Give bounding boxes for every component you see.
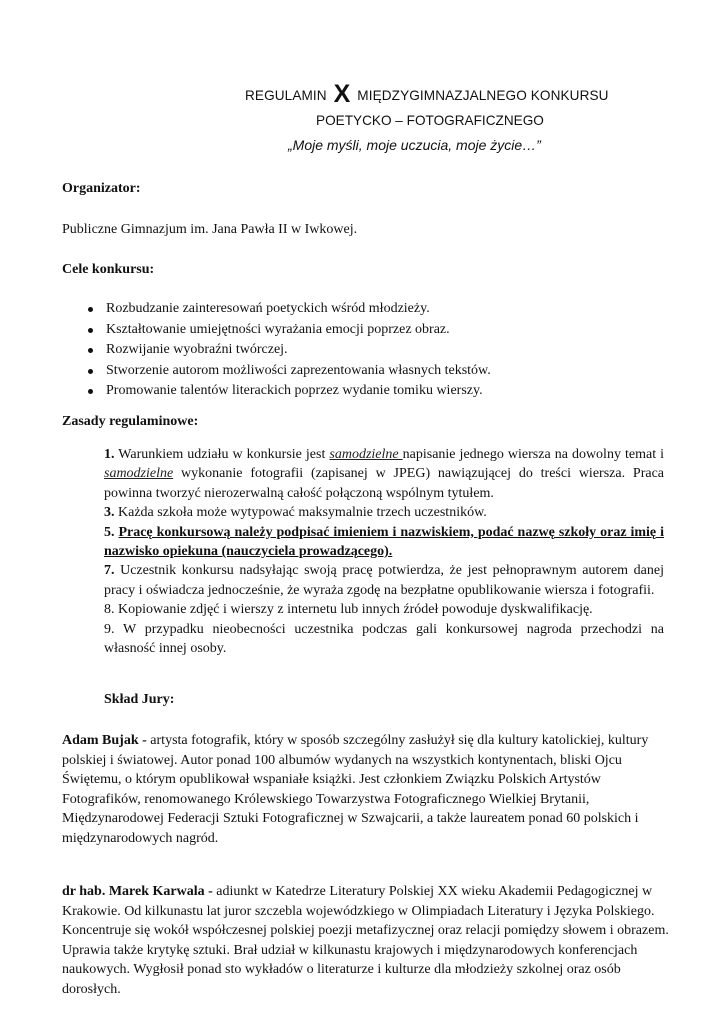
jury-member-bio: adiunkt w Katedrze Literatury Polskiej XX wieku Akademii Pedagogicznej w Krakowie. Od kilkunastu lat juror szczebla wojewódzkiego w Olimpiadach Literatury i Języka Polskiego. Koncentruje się wokół współczesnej polskiej poezji metafizycznej oraz relacji pomiędzy słowem i obrazem. Uprawia także krytykę sztuki. Brał udział w kilkunastu krajowych i międzynarodowych konferencjach naukowych. Wygłosił ponad sto wykładów o literaturze i kulturze dla młodzieży szkolnej oraz osób dorosłych. — [62, 884, 669, 997]
list-item-text: Kształtowanie umiejętności wyrażania emocji poprzez obraz. — [106, 321, 450, 337]
rule-3 — [104, 503, 664, 522]
rule-9: 9. W przypadku nieobecności uczestnika podczas gali konkursowej nagroda przechodzi na własność innej osoby. — [104, 621, 664, 657]
list-item — [86, 361, 491, 382]
list-item-text: Stworzenie autorom możliwości zaprezentowania własnych tekstów. — [106, 362, 491, 378]
organizer-text: Publiczne Gimnazjum im. Jana Pawła II w Iwkowej. — [62, 222, 358, 237]
goals-heading: Cele konkursu: — [62, 262, 155, 277]
jury-member-name: Adam Bujak - — [62, 733, 147, 748]
rule-8: 8. Kopiowanie zdjęć i wierszy z internetu lub innych źródeł powoduje dyskwalifikację. — [104, 602, 593, 618]
jury-member-name: dr hab. Marek Karwala - — [62, 884, 213, 899]
goals-list — [86, 299, 491, 402]
rule-number: 3. — [104, 505, 115, 521]
bullet-icon — [88, 307, 93, 312]
emphasis-text: samodzielne — [104, 466, 174, 482]
rule-7 — [104, 561, 664, 600]
rules-section — [104, 445, 664, 658]
jury-heading: Skład Jury: — [104, 692, 175, 707]
title-prefix: REGULAMIN — [245, 88, 327, 103]
rule-text: wykonanie fotografii (zapisanej w JPEG) nawiązującej do treści wiersza. Praca powinna tworzyć nierozerwalną całość połączoną wspólnym tytułem. — [104, 466, 664, 501]
rule-text: Uczestnik konkursu nadsyłając swoją pracę potwierdza, że jest pełnoprawnym autorem danej pracy i oświadcza jednocześnie, że wyraża zgodę na bezpłatne opublikowanie wiersza i fotografii. — [104, 563, 664, 598]
bullet-icon — [88, 348, 93, 353]
rule-text: Każda szkoła może wytypować maksymalnie trzech uczestników. — [114, 505, 487, 521]
jury-member-bujak — [62, 731, 672, 849]
rule-text: Pracę konkursową należy podpisać imieniem i nazwiskiem, podać nazwę szkoły oraz imię i nazwisko opiekuna (nauczyciela prowadzącego). — [104, 524, 664, 560]
title-roman-numeral: X — [333, 80, 351, 108]
document-subtitle: POETYCKO – FOTOGRAFICZNEGO — [316, 113, 544, 128]
bullet-icon — [88, 369, 93, 374]
list-item-text: Promowanie talentów literackich poprzez wydanie tomiku wierszy. — [106, 383, 483, 398]
organizer-heading: Organizator: — [62, 181, 141, 196]
rule-5 — [104, 523, 664, 562]
bullet-icon — [88, 328, 93, 333]
jury-member-karwala — [62, 882, 672, 1000]
list-item-text: Rozwijanie wyobraźni twórczej. — [106, 342, 288, 357]
rule-text: Warunkiem udziału w konkursie jest — [114, 447, 330, 462]
rule-number: 1. — [104, 447, 115, 462]
jury-member-bio: artysta fotografik, który w sposób szczególny zasłużył się dla kultury katolickiej, kultury polskiej i światowej. Autor ponad 100 albumów wydanych na wszystkich kontynentach, bliski Ojcu Świętemu, o którym opublikował wspaniałe książki. Jest członkiem Związku Polskich Artystów Fotografików, renomowanego Królewskiego Towarzystwa Fotograficznego Wielkiej Brytanii, Międzynarodowej Federacji Sztuki Fotograficznej w Szwajcarii, a także laureatem ponad 60 polskich i międzynarodowych nagród. — [62, 733, 649, 846]
list-item — [86, 340, 491, 361]
list-item — [86, 320, 491, 341]
document-title — [245, 80, 665, 109]
rules-heading: Zasady regulaminowe: — [62, 414, 199, 429]
contest-motto: „Moje myśli, moje uczucia, moje życie…” — [288, 137, 541, 153]
rule-1 — [104, 445, 664, 503]
emphasis-text: samodzielne — [329, 447, 403, 462]
title-suffix: MIĘDZYGIMNAZJALNEGO KONKURSU — [357, 88, 609, 103]
rule-text: napisanie jednego wiersza na dowolny temat i — [402, 447, 665, 462]
list-item — [86, 299, 491, 320]
rule-number: 7. — [104, 563, 115, 579]
list-item — [86, 381, 491, 402]
bullet-icon — [88, 389, 93, 394]
list-item-text: Rozbudzanie zainteresowań poetyckich wśród młodzieży. — [106, 301, 430, 316]
rule-number: 5. — [104, 524, 115, 540]
